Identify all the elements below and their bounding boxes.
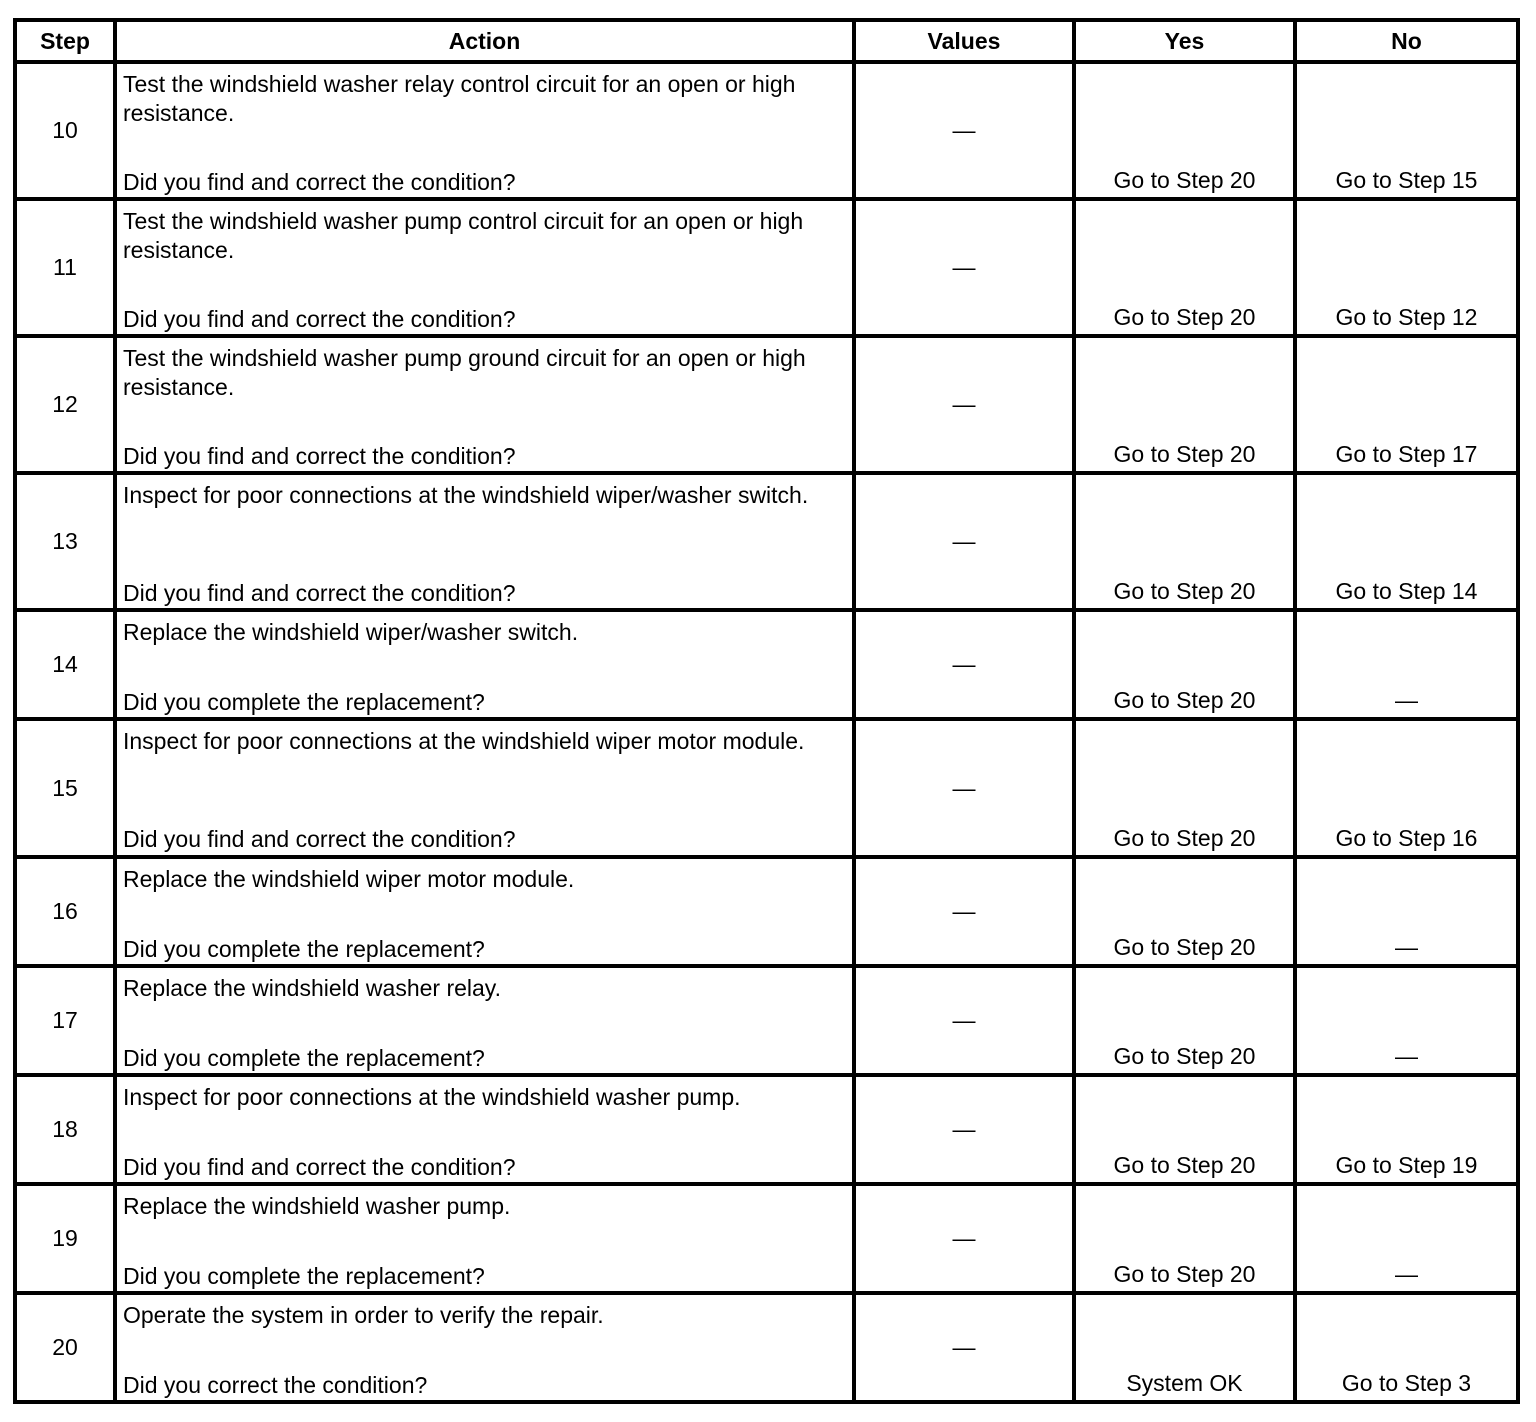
yes-cell: Go to Step 20 [1074, 857, 1295, 966]
action-cell [115, 1075, 854, 1184]
action-cell [115, 1184, 854, 1293]
yes-cell: Go to Step 20 [1074, 336, 1295, 473]
table-row [15, 857, 1518, 966]
no-cell: Go to Step 3 [1295, 1293, 1518, 1402]
no-cell: Go to Step 15 [1295, 62, 1518, 199]
table-row [15, 199, 1518, 336]
action-text: Replace the windshield washer relay. [123, 974, 501, 1001]
table-row [15, 610, 1518, 719]
values-cell: — [854, 966, 1074, 1075]
no-cell: — [1295, 966, 1518, 1075]
yes-cell: Go to Step 20 [1074, 62, 1295, 199]
action-text: Replace the windshield wiper/washer switch. [123, 619, 579, 646]
header-no: No [1295, 20, 1518, 62]
yes-cell: System OK [1074, 1293, 1295, 1402]
no-cell: — [1295, 857, 1518, 966]
action-question: Did you complete the replacement? [123, 689, 485, 716]
action-question: Did you complete the replacement? [123, 1044, 485, 1071]
action-cell [115, 857, 854, 966]
action-cell [115, 610, 854, 719]
values-cell: — [854, 1293, 1074, 1402]
step-number: 18 [15, 1075, 115, 1184]
step-number: 19 [15, 1184, 115, 1293]
action-cell [115, 473, 854, 610]
values-cell: — [854, 1075, 1074, 1184]
step-number: 17 [15, 966, 115, 1075]
table-row [15, 719, 1518, 856]
values-cell: — [854, 336, 1074, 473]
action-question: Did you find and correct the condition? [123, 443, 516, 470]
diagnostic-table [13, 18, 1520, 1404]
action-cell [115, 1293, 854, 1402]
no-cell: Go to Step 12 [1295, 199, 1518, 336]
step-number: 13 [15, 473, 115, 610]
action-text: Replace the windshield washer pump. [123, 1192, 511, 1219]
no-cell: Go to Step 16 [1295, 719, 1518, 856]
action-question: Did you correct the condition? [123, 1371, 428, 1398]
action-cell [115, 199, 854, 336]
values-cell: — [854, 62, 1074, 199]
yes-cell: Go to Step 20 [1074, 199, 1295, 336]
no-cell: Go to Step 14 [1295, 473, 1518, 610]
yes-cell: Go to Step 20 [1074, 1184, 1295, 1293]
yes-cell: Go to Step 20 [1074, 719, 1295, 856]
no-cell: — [1295, 1184, 1518, 1293]
action-cell [115, 336, 854, 473]
values-cell: — [854, 719, 1074, 856]
table-row [15, 1075, 1518, 1184]
action-text: Inspect for poor connections at the windshield wiper motor module. [123, 728, 805, 755]
action-question: Did you find and correct the condition? [123, 1153, 516, 1180]
step-number: 20 [15, 1293, 115, 1402]
no-cell: Go to Step 19 [1295, 1075, 1518, 1184]
table-row [15, 1184, 1518, 1293]
step-number: 15 [15, 719, 115, 856]
table-row [15, 966, 1518, 1075]
no-cell: Go to Step 17 [1295, 336, 1518, 473]
action-text: Test the windshield washer relay control circuit for an open or high resistance. [123, 71, 796, 126]
header-action: Action [115, 20, 854, 62]
header-step: Step [15, 20, 115, 62]
yes-cell: Go to Step 20 [1074, 473, 1295, 610]
yes-cell: Go to Step 20 [1074, 1075, 1295, 1184]
action-cell [115, 966, 854, 1075]
action-question: Did you find and correct the condition? [123, 580, 516, 607]
action-cell [115, 62, 854, 199]
header-yes: Yes [1074, 20, 1295, 62]
action-text: Inspect for poor connections at the windshield wiper/washer switch. [123, 482, 809, 509]
header-values: Values [854, 20, 1074, 62]
action-question: Did you find and correct the condition? [123, 306, 516, 333]
table-header-row [15, 20, 1518, 62]
action-text: Replace the windshield wiper motor module. [123, 865, 575, 892]
action-text: Test the windshield washer pump control circuit for an open or high resistance. [123, 208, 804, 264]
action-question: Did you complete the replacement? [123, 935, 485, 962]
step-number: 11 [15, 199, 115, 336]
yes-cell: Go to Step 20 [1074, 966, 1295, 1075]
action-text: Inspect for poor connections at the windshield washer pump. [123, 1083, 741, 1110]
step-number: 10 [15, 62, 115, 199]
values-cell: — [854, 857, 1074, 966]
action-text: Test the windshield washer pump ground circuit for an open or high resistance. [123, 345, 806, 401]
step-number: 14 [15, 610, 115, 719]
action-question: Did you find and correct the condition? [123, 169, 516, 195]
values-cell: — [854, 473, 1074, 610]
step-number: 12 [15, 336, 115, 473]
table-row [15, 62, 1518, 199]
table-row [15, 473, 1518, 610]
no-cell: — [1295, 610, 1518, 719]
values-cell: — [854, 610, 1074, 719]
action-cell [115, 719, 854, 856]
table-row [15, 1293, 1518, 1402]
action-question: Did you find and correct the condition? [123, 826, 516, 853]
action-question: Did you complete the replacement? [123, 1262, 485, 1289]
step-number: 16 [15, 857, 115, 966]
yes-cell: Go to Step 20 [1074, 610, 1295, 719]
values-cell: — [854, 1184, 1074, 1293]
table-row [15, 336, 1518, 473]
action-text: Operate the system in order to verify the repair. [123, 1301, 604, 1328]
values-cell: — [854, 199, 1074, 336]
